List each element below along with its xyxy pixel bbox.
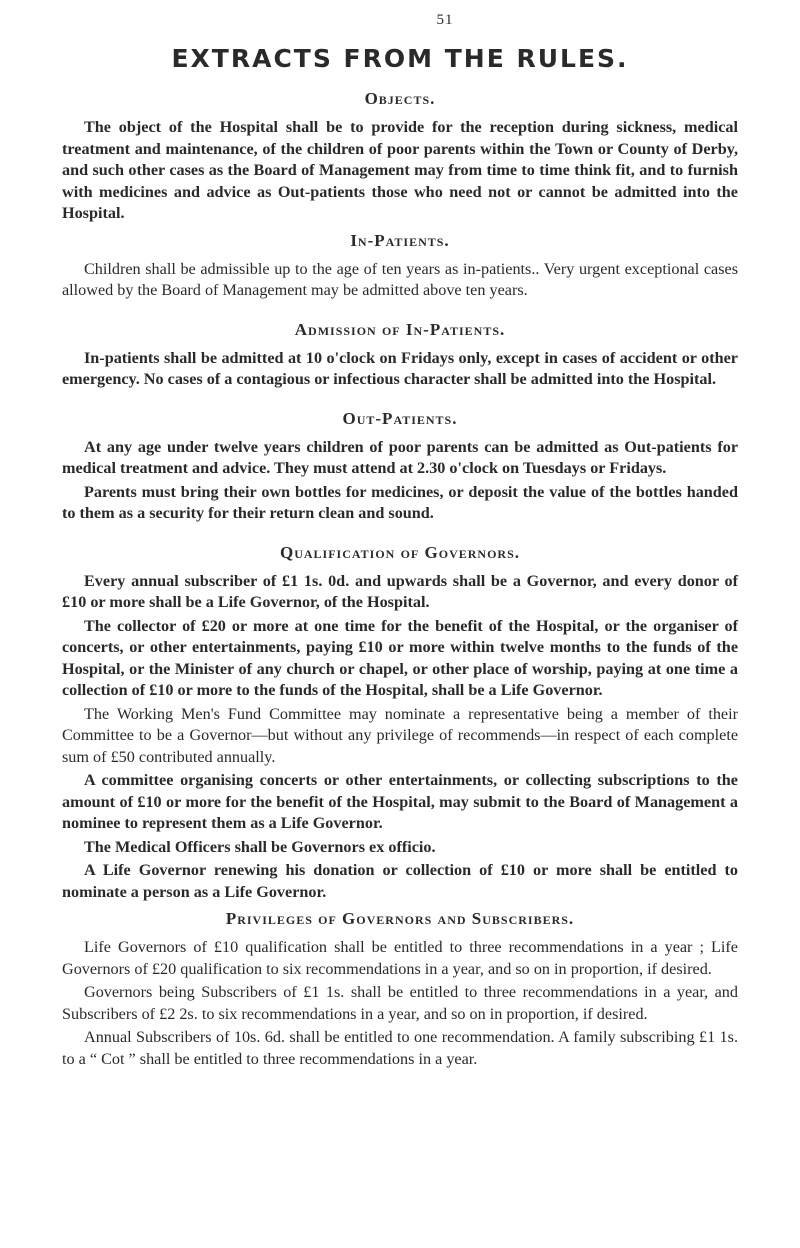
- paragraph: Governors being Subscribers of £1 1s. shall be entitled to three recommendations in a year, and Subscribers of £2 2s. to six recommendations in a year, and so on in proportion, if desired.: [62, 983, 738, 1023]
- paragraph: Life Governors of £10 qualification shall be entitled to three recommendations in a year ; Life Governors of £20 qualification to six recommendations in a year, and so on in proportion, if desired.: [62, 938, 738, 978]
- paragraph: A Life Governor renewing his donation or collection of £10 or more shall be entitled to nominate a person as a Life Governor.: [62, 861, 738, 901]
- section-out-patients: [62, 409, 738, 525]
- section-admission: [62, 320, 738, 391]
- paragraph: In-patients shall be admitted at 10 o'clock on Fridays only, except in cases of accident or other emergency. No cases of a contagious or infectious character shall be admitted into the Hospital.: [62, 348, 738, 388]
- section-objects: [62, 89, 738, 225]
- document-title: EXTRACTS FROM THE RULES.: [171, 44, 629, 73]
- section-heading: In-Patients.: [350, 230, 450, 250]
- section-heading: Out-Patients.: [342, 408, 458, 428]
- section-privileges: [62, 909, 738, 1070]
- paragraph: At any age under twelve years children of poor parents can be admitted as Out-patients for medical treatment and advice. They must attend at 2.30 o'clock on Tuesdays or Fridays.: [62, 437, 738, 477]
- paragraph: The object of the Hospital shall be to provide for the reception during sickness, medical treatment and maintenance, of the children of poor parents within the Town or County of Derby, and such other cases as the Board of Management may from time to time think fit, and to furnish with medicines and advice as Out-patients those who need not or cannot be admitted into the Hospital.: [62, 118, 738, 222]
- paragraph: The Medical Officers shall be Governors ex officio.: [84, 837, 436, 856]
- section-qualification: [62, 543, 738, 904]
- paragraph: Parents must bring their own bottles for medicines, or deposit the value of the bottles handed to them as a security for their return clean and sound.: [62, 482, 738, 522]
- section-heading: Qualification of Governors.: [280, 542, 520, 562]
- page-number: 51: [436, 12, 454, 28]
- section-heading: Privileges of Governors and Subscribers.: [225, 909, 575, 928]
- paragraph: The Working Men's Fund Committee may nominate a representative being a member of their Committee to be a Governor—but without any privilege of recommends—in respect of each complete sum of £50 contributed annually.: [62, 704, 738, 766]
- paragraph: Every annual subscriber of £1 1s. 0d. and upwards shall be a Governor, and every donor of £10 or more shall be a Life Governor, of the Hospital.: [62, 571, 738, 611]
- paragraph: A committee organising concerts or other entertainments, or collecting subscriptions to the amount of £10 or more for the benefit of the Hospital, may submit to the Board of Management a nominee to represent them as a Life Governor.: [62, 771, 738, 832]
- paragraph: Annual Subscribers of 10s. 6d. shall be entitled to one recommendation. A family subscribing £1 1s. to a “ Cot ” shall be entitled to three recommendations in a year.: [62, 1028, 738, 1068]
- paragraph: The collector of £20 or more at one time for the benefit of the Hospital, or the organiser of concerts, or other entertainments, paying £10 or more within twelve months to the funds of the Hospital, or the Minister of any church or chapel, or other place of worship, paying at one time a collection of £10 or more to the funds of the Hospital, shall be a Life Governor.: [62, 616, 738, 699]
- section-in-patients: [62, 231, 738, 302]
- section-heading: Objects.: [364, 89, 436, 108]
- paragraph: Children shall be admissible up to the age of ten years as in-patients.. Very urgent exceptional cases allowed by the Board of Management may be admitted above ten years.: [62, 259, 738, 299]
- section-heading: Admission of In-Patients.: [294, 319, 506, 339]
